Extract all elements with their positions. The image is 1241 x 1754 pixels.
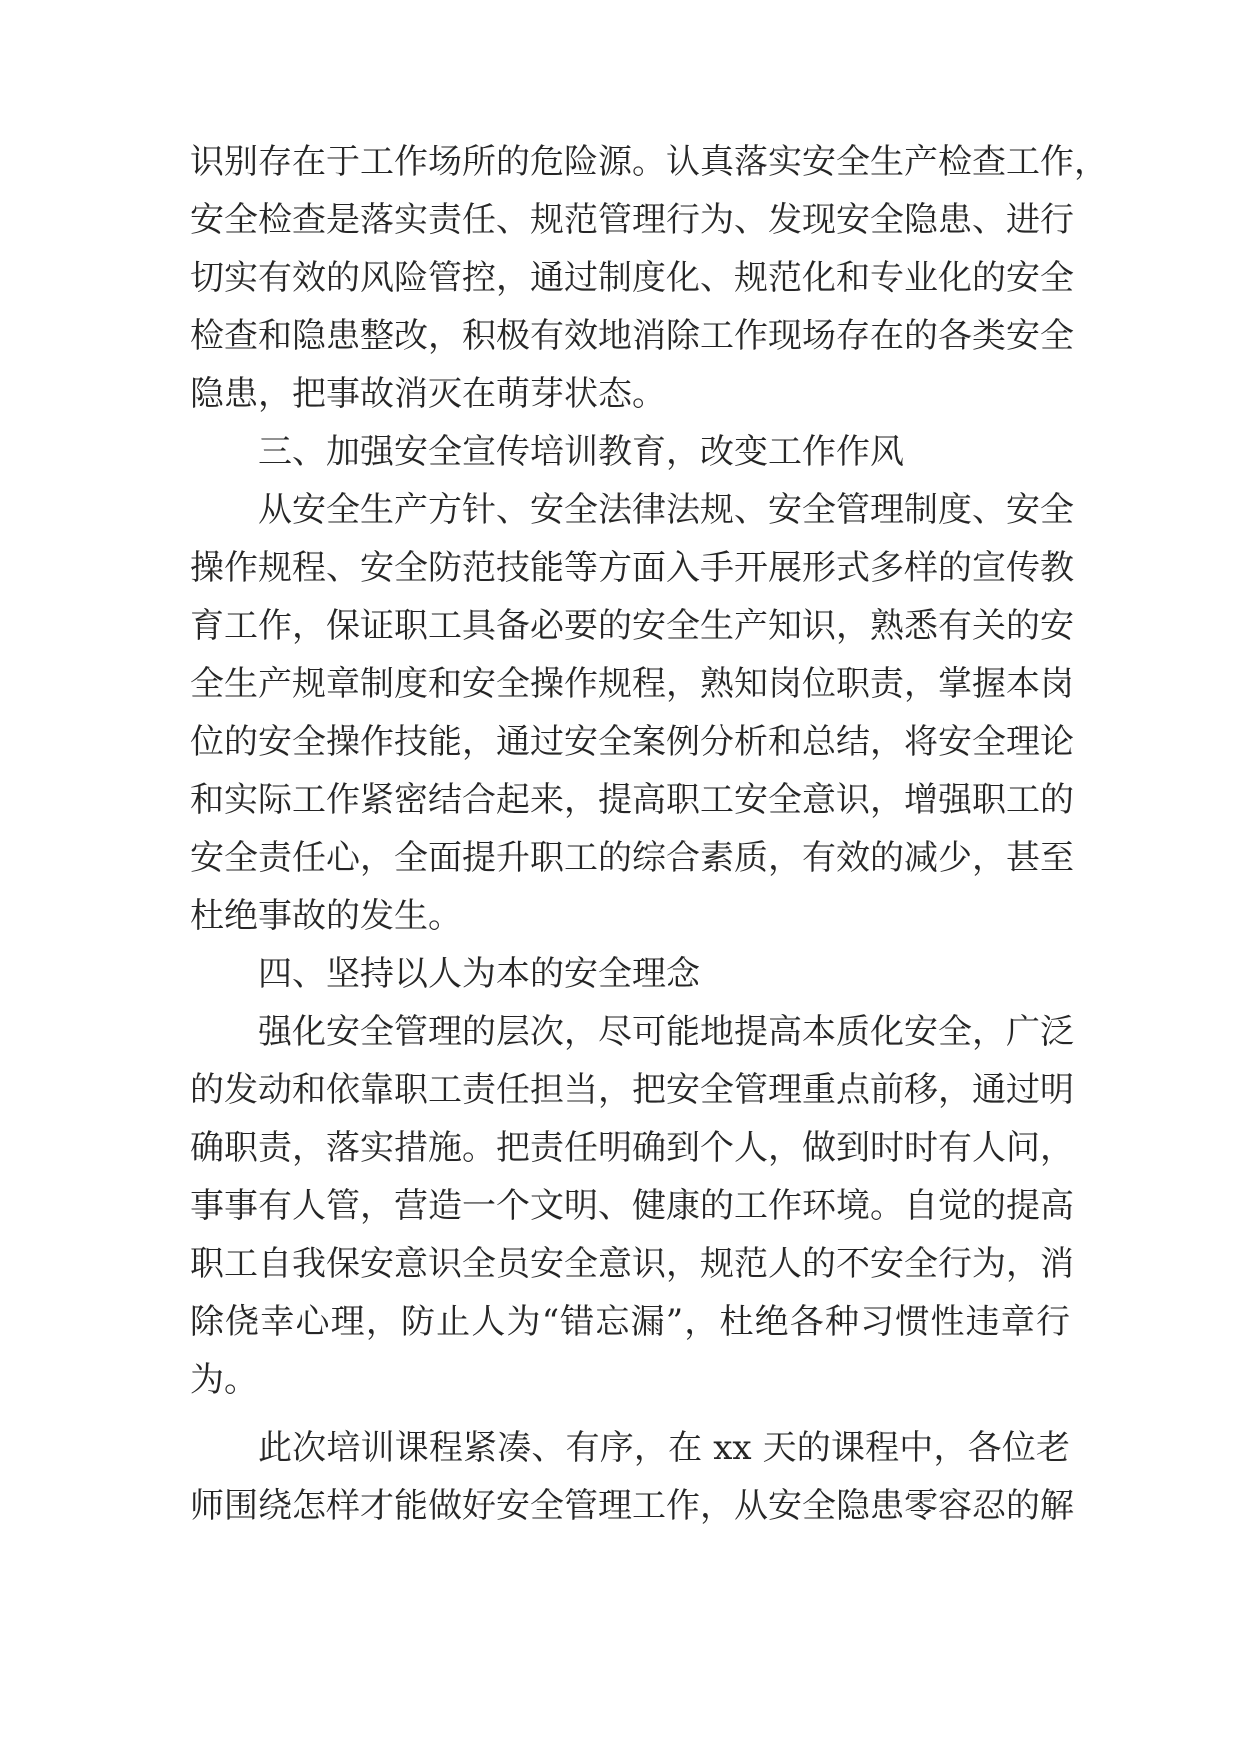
paragraph-first-line: 从安全生产方针、安全法律法规、安全管理制度、安全 — [258, 490, 1074, 530]
body-line: 确职责，落实措施。把责任明确到个人，做到时时有人问， — [190, 1128, 1074, 1168]
document-page — [190, 133, 1108, 1535]
body-line: 识别存在于工作场所的危险源。认真落实安全生产检查工作， — [190, 142, 1108, 182]
body-line: 的发动和依靠职工责任担当，把安全管理重点前移，通过明 — [190, 1070, 1074, 1110]
body-line: 育工作，保证职工具备必要的安全生产知识，熟悉有关的安 — [190, 606, 1074, 646]
body-line: 安全检查是落实责任、规范管理行为、发现安全隐患、进行 — [190, 200, 1074, 240]
body-line: 除侥幸心理，防止人为“错忘漏”，杜绝各种习惯性违章行 — [190, 1302, 1070, 1342]
section-heading-3: 三、加强安全宣传培训教育，改变工作作风 — [258, 432, 904, 472]
body-line: 杜绝事故的发生。 — [190, 896, 462, 936]
body-line: 师围绕怎样才能做好安全管理工作，从安全隐患零容忍的解 — [190, 1486, 1074, 1526]
body-line: 隐患，把事故消灭在萌芽状态。 — [190, 374, 666, 414]
body-line: 为。 — [190, 1360, 258, 1400]
body-line: 职工自我保安意识全员安全意识，规范人的不安全行为，消 — [190, 1244, 1074, 1284]
section-heading-4: 四、坚持以人为本的安全理念 — [258, 954, 700, 994]
paragraph-first-line: 强化安全管理的层次，尽可能地提高本质化安全，广泛 — [258, 1012, 1074, 1052]
body-line: 全生产规章制度和安全操作规程，熟知岗位职责，掌握本岗 — [190, 664, 1074, 704]
body-line: 和实际工作紧密结合起来，提高职工安全意识，增强职工的 — [190, 780, 1074, 820]
body-line: 切实有效的风险管控，通过制度化、规范化和专业化的安全 — [190, 258, 1074, 298]
body-line: 检查和隐患整改，积极有效地消除工作现场存在的各类安全 — [190, 316, 1074, 356]
body-line: 操作规程、安全防范技能等方面入手开展形式多样的宣传教 — [190, 548, 1074, 588]
body-line: 事事有人管，营造一个文明、健康的工作环境。自觉的提高 — [190, 1186, 1074, 1226]
paragraph-first-line: 此次培训课程紧凑、有序，在 xx 天的课程中，各位老 — [258, 1428, 1070, 1468]
body-line: 安全责任心，全面提升职工的综合素质，有效的减少，甚至 — [190, 838, 1074, 878]
body-line: 位的安全操作技能，通过安全案例分析和总结，将安全理论 — [190, 722, 1074, 762]
